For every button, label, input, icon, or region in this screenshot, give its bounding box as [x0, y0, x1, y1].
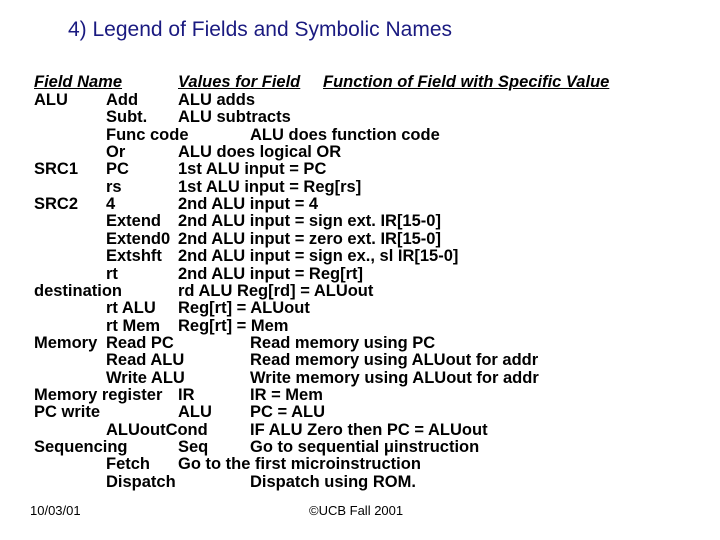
legend-c2-text: 4 [106, 195, 116, 214]
legend-c2-text: Extend0 [106, 229, 171, 248]
legend-c2-text: Write ALU [106, 368, 185, 387]
legend-c2-text: Extend [106, 212, 162, 231]
legend-c3-text: 2nd ALU input = zero ext. IR[15-0] [178, 229, 441, 248]
legend-c3-text: Go to the first microinstruction [178, 455, 421, 474]
legend-c4-text: Read memory using PC [250, 333, 436, 352]
legend-c3-text: ALU [178, 403, 212, 422]
legend-c3-text: ALU adds [178, 91, 256, 109]
legend-c3-text: ALU subtracts [178, 108, 291, 127]
legend-c3-text: Reg[rt] = ALUout [178, 299, 310, 318]
header-values: Values for Field [178, 73, 301, 91]
legend-c1-text: Sequencing [34, 438, 128, 456]
legend-c2-text: Fetch [106, 455, 151, 474]
legend-c3-text: Reg[rt] = Mem [178, 316, 289, 335]
legend-c2-text: rs [106, 177, 122, 196]
legend-c2-text: Func code [106, 125, 189, 144]
legend-c4-text: IF ALU Zero then PC = ALUout [250, 420, 488, 439]
legend-c4-text: Go to sequential μinstruction [250, 438, 480, 456]
legend-c3-text: ALU does logical OR [178, 143, 342, 162]
header-function: Function of Field with Specific Value [323, 73, 610, 91]
header-field-name: Field Name [34, 73, 123, 91]
legend-c3-text: IR [178, 385, 195, 404]
legend-c2-text: rt ALU [106, 299, 156, 318]
legend-c1-text: Memory register [34, 385, 163, 404]
legend-c3-text: 2nd ALU input = Reg[rt] [178, 264, 363, 283]
legend-c4-text: Write memory using ALUout for addr [250, 368, 539, 387]
legend-c1-text: SRC2 [34, 195, 79, 214]
legend-c2-text: Dispatch [106, 472, 176, 491]
legend-c2-text: rt [106, 264, 118, 283]
legend-c4-text: IR = Mem [250, 385, 323, 404]
legend-c1-text: PC write [34, 403, 101, 422]
legend-c2-text: Add [106, 91, 139, 109]
legend-c4-text: PC = ALU [250, 403, 326, 422]
legend-c1-text: SRC1 [34, 160, 79, 179]
legend-c2-text: Read ALU [106, 351, 185, 370]
legend-c1-text: ALU [34, 91, 68, 109]
legend-c3-text: Seq [178, 438, 209, 456]
legend-c2-text: Read PC [106, 333, 174, 352]
legend-c2-text: PC [106, 160, 129, 179]
slide-title: 4) Legend of Fields and Symbolic Names [68, 18, 453, 41]
legend-c4-text: Read memory using ALUout for addr [250, 351, 539, 370]
legend-c1-text: Memory [34, 333, 98, 352]
legend-c2-text: Or [106, 143, 126, 162]
legend-c1-text: destination [34, 281, 123, 300]
legend-c2-text: ALUoutCond [106, 420, 208, 439]
legend-c3-text: 1st ALU input = Reg[rs] [178, 177, 362, 196]
legend-c3-text: 2nd ALU input = sign ext. IR[15-0] [178, 212, 441, 231]
legend-c3-text: 2nd ALU input = 4 [178, 195, 319, 214]
legend-c4-text: Dispatch using ROM. [250, 472, 416, 491]
footer-date: 10/03/01 [30, 503, 81, 518]
legend-c2-text: Subt. [106, 108, 148, 127]
legend-c3-text: 1st ALU input = PC [178, 160, 327, 179]
legend-c3-text: 2nd ALU input = sign ex., sl IR[15-0] [178, 247, 459, 266]
footer-copyright: ©UCB Fall 2001 [309, 503, 404, 518]
legend-c4-text: ALU does function code [250, 125, 440, 144]
legend-c2-text: Extshft [106, 247, 162, 266]
legend-c2-text: rt Mem [106, 316, 161, 335]
legend-c3-text: rd ALU Reg[rd] = ALUout [178, 281, 374, 300]
